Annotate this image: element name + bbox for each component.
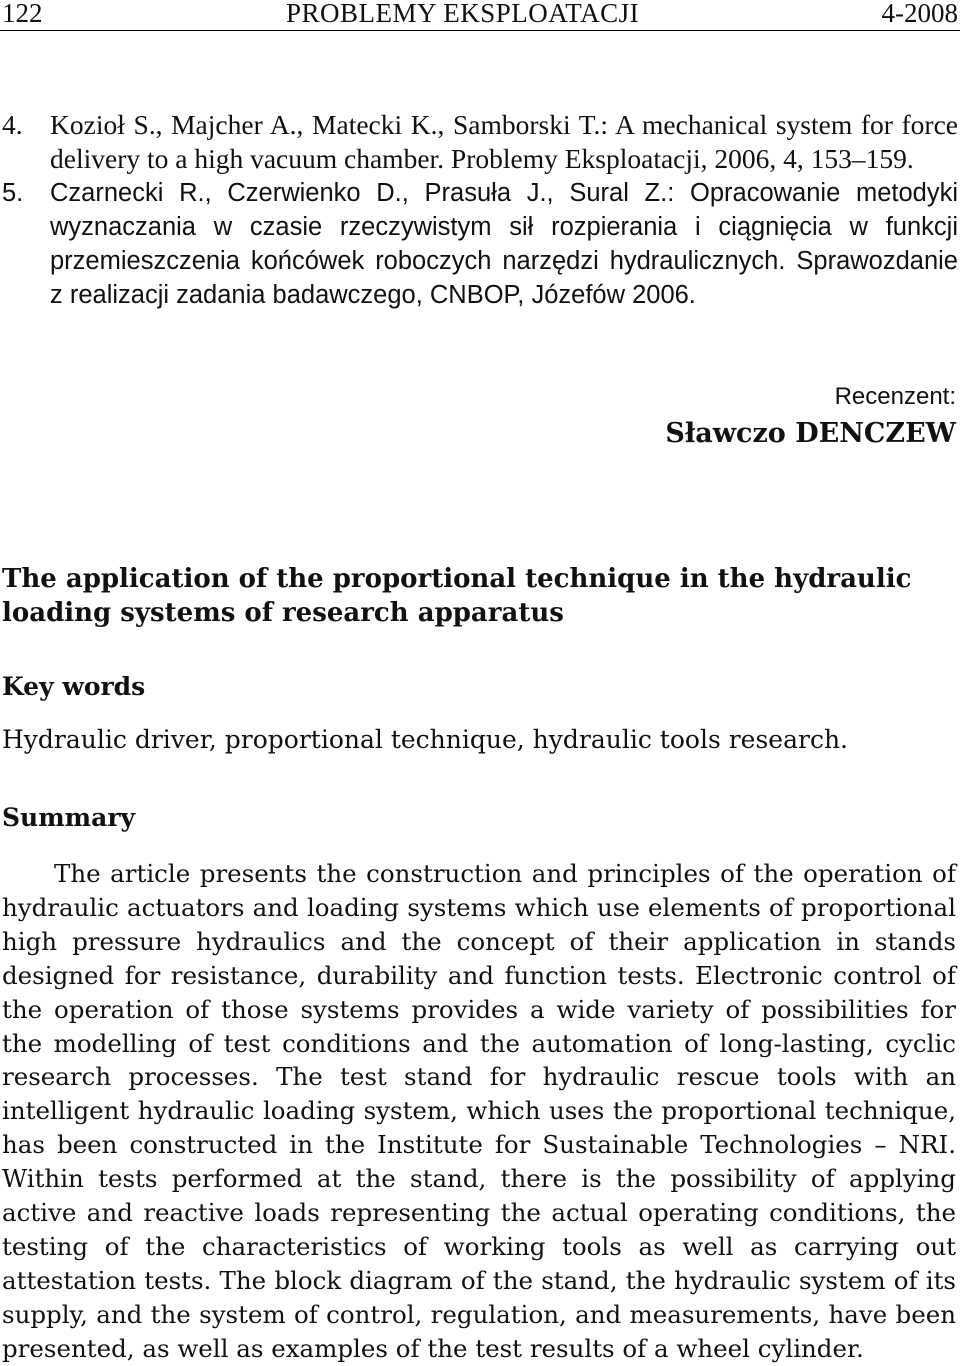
reviewer-block — [665, 382, 956, 456]
reference-number: 4. — [2, 109, 23, 140]
english-title: The application of the proportional technique in the hydraulic loading systems of research apparatus — [2, 564, 912, 628]
page-number: 122 — [2, 0, 43, 28]
reviewer-label: Recenzent: — [834, 383, 956, 410]
reference-number: 5. — [2, 179, 24, 207]
reference-item — [0, 108, 960, 176]
reference-list — [0, 108, 960, 312]
reviewer-name: Sławczo DENCZEW — [665, 418, 956, 449]
reference-item — [0, 176, 960, 312]
issue-number: 4-2008 — [881, 0, 958, 28]
reference-text: Czarnecki R., Czerwienko D., Prasuła J., Sural Z.: Opracowanie metodyki wyznaczania w czasie rzeczywistym sił rozpierania i ciągnięcia w funkcji przemieszczenia końcówek roboczych narzędzi hydraulicznych. Sprawozdanie z realizacji zadania badawczego, CNBOP, Józefów 2006. — [50, 179, 958, 309]
summary-text: The article presents the construction and principles of the operation of hydraulic actuators and loading systems which use elements of proportional high pressure hydraulics and the concept of their application in stands designed for resistance, durability and function tests. Electronic control of the operation of those systems provides a wide variety of possibilities for the modelling of test conditions and the automation of long-lasting, cyclic research processes. The test stand for hydraulic rescue tools with an intelligent hydraulic loading system, which uses the proportional technique, has been constructed in the Institute for Sustainable Technologies – NRI. Within tests performed at the stand, there is the possibility of applying active and reactive loads representing the actual operating conditions, the testing of the characteristics of working tools as well as carrying out attestation tests. The block diagram of the stand, the hydraulic system of its supply, and the system of control, regulation, and measurements, have been presented, as well as examples of the test results of a wheel cylinder. — [2, 859, 956, 1363]
summary-heading: Summary — [2, 803, 136, 832]
keywords-text: Hydraulic driver, proportional technique, hydraulic tools research. — [2, 725, 848, 754]
keywords-heading: Key words — [2, 672, 146, 701]
reference-text: Kozioł S., Majcher A., Matecki K., Samborski T.: A mechanical system for force delivery to a high vacuum chamber. Problemy Eksploatacji, 2006, 4, 153–159. — [50, 109, 958, 174]
running-header — [0, 0, 960, 31]
journal-title: PROBLEMY EKSPLOATACJI — [286, 0, 640, 28]
